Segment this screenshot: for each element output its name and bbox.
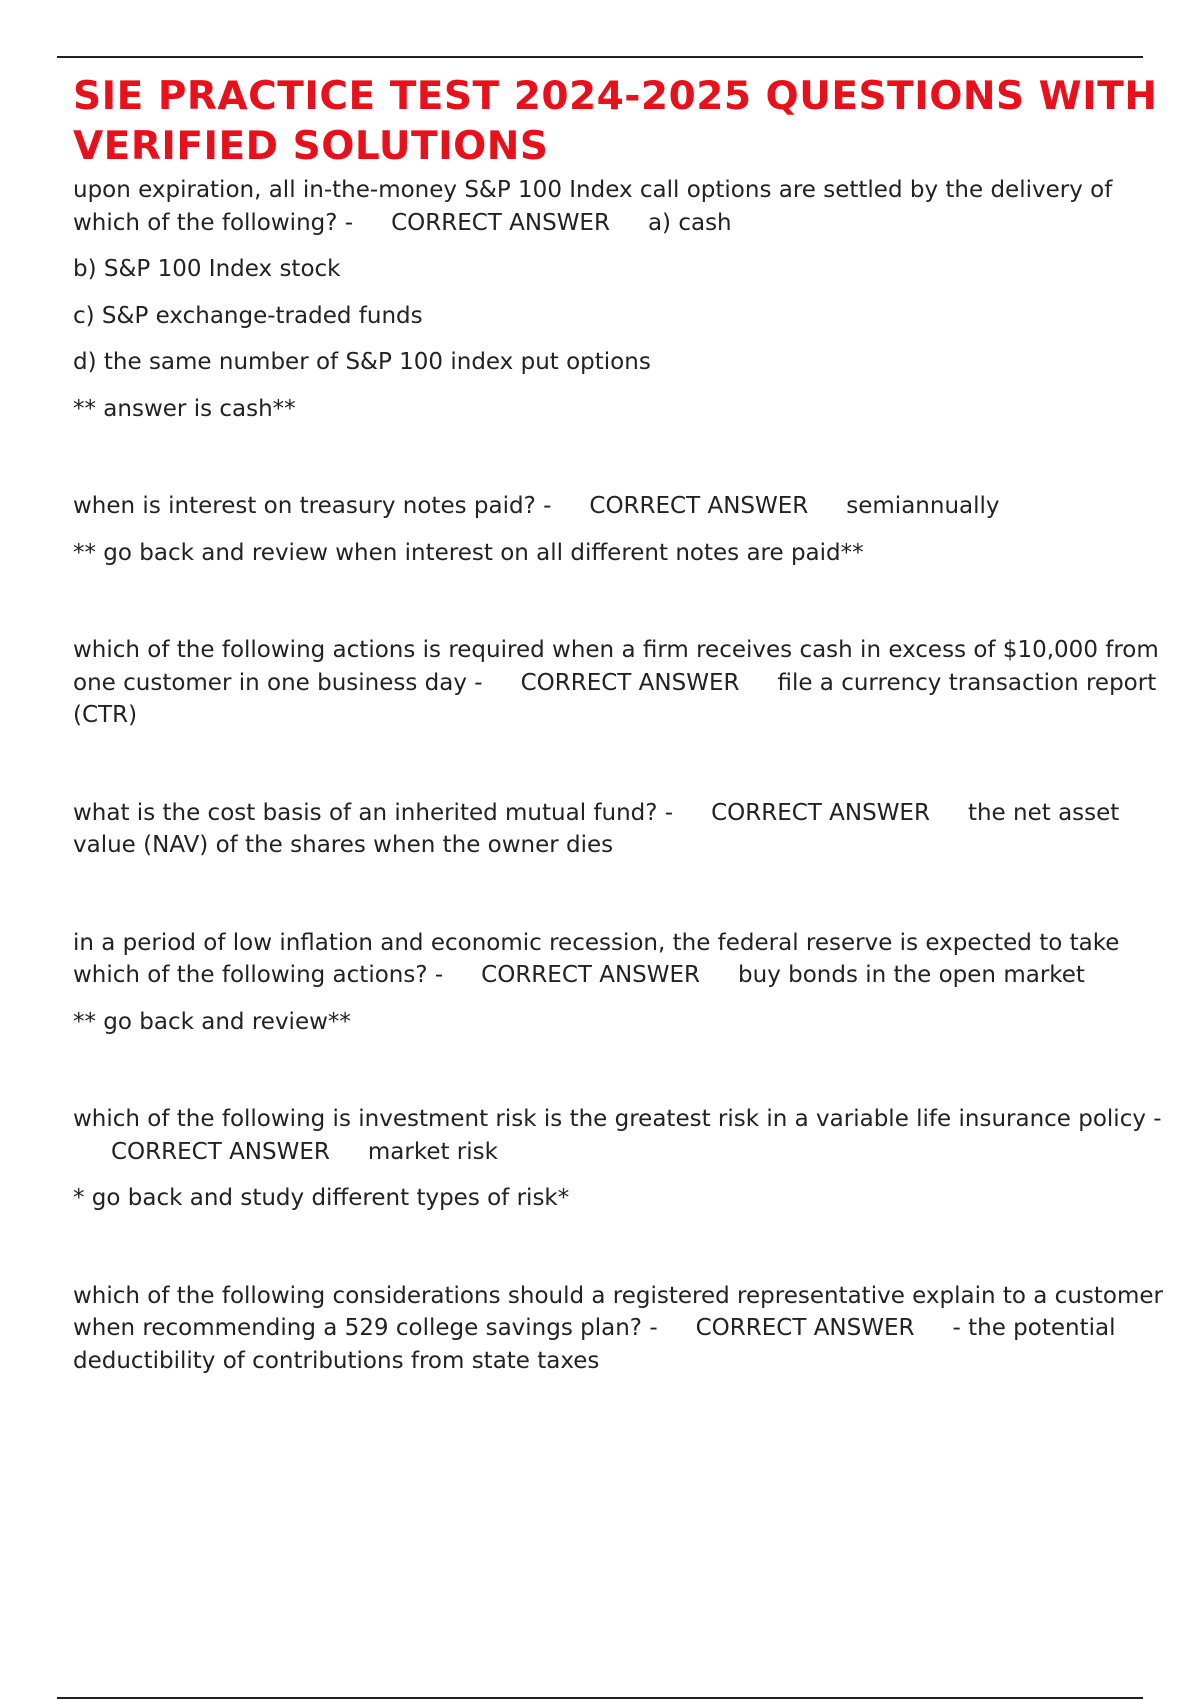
question-text: what is the cost basis of an inherited mutual fund? - xyxy=(73,799,674,826)
answer-text: - the potential deductibility of contributions from state taxes xyxy=(73,1315,1116,1374)
question-3 xyxy=(73,634,1163,732)
answer-text: semiannually xyxy=(846,493,1000,519)
correct-answer-label: CORRECT ANSWER xyxy=(481,962,701,988)
bottom-rule xyxy=(57,1697,1143,1699)
study-note: ** answer is cash** xyxy=(73,395,296,422)
answer-text: the net asset value (NAV) of the shares when the owner dies xyxy=(73,799,1120,858)
option-d: d) the same number of S&P 100 index put options xyxy=(73,349,651,375)
question-6 xyxy=(73,1103,1163,1168)
question-5 xyxy=(73,927,1163,992)
answer-text: market risk xyxy=(367,1138,498,1165)
correct-answer-label: CORRECT ANSWER xyxy=(695,1315,915,1341)
correct-answer-label: CORRECT ANSWER xyxy=(520,669,740,696)
question-2 xyxy=(73,490,1163,523)
correct-answer-label: CORRECT ANSWER xyxy=(589,493,809,519)
question-1 xyxy=(73,174,1163,239)
question-text: which of the following actions is required when a firm receives cash in excess of $10,000 from one customer in one business day - xyxy=(73,637,1159,696)
correct-answer-label: CORRECT ANSWER xyxy=(711,799,930,826)
option-b: b) S&P 100 Index stock xyxy=(73,256,341,282)
question-4 xyxy=(73,797,1163,862)
correct-answer-label: CORRECT ANSWER xyxy=(391,209,610,236)
top-rule xyxy=(57,56,1143,58)
study-note: * go back and study different types of risk* xyxy=(73,1185,570,1211)
answer-text: buy bonds in the open market xyxy=(738,962,1085,988)
answer-text: a) cash xyxy=(647,209,732,236)
study-note: ** go back and review** xyxy=(73,1008,351,1035)
question-7 xyxy=(73,1280,1163,1378)
question-text: when is interest on treasury notes paid? - xyxy=(73,493,552,519)
question-text: upon expiration, all in-the-money S&P 100 Index call options are settled by the delivery of which of the following? - xyxy=(73,177,1113,236)
study-note: ** go back and review when interest on all different notes are paid** xyxy=(73,539,864,566)
document-title: SIE PRACTICE TEST 2024-2025 QUESTIONS WITH VERIFIED SOLUTIONS xyxy=(73,74,1158,169)
correct-answer-label: CORRECT ANSWER xyxy=(111,1138,330,1165)
option-c: c) S&P exchange-traded funds xyxy=(73,302,423,329)
document-body xyxy=(73,72,1163,1377)
question-text: in a period of low inflation and economic recession, the federal reserve is expected to take which of the following actions? - xyxy=(73,929,1120,988)
answer-text: file a currency transaction report (CTR) xyxy=(73,669,1157,728)
question-text: which of the following is investment risk is the greatest risk in a variable life insurance policy - xyxy=(73,1106,1162,1132)
question-text: which of the following considerations should a registered representative explain to a customer when recommending a 529 college savings plan? - xyxy=(73,1282,1163,1341)
